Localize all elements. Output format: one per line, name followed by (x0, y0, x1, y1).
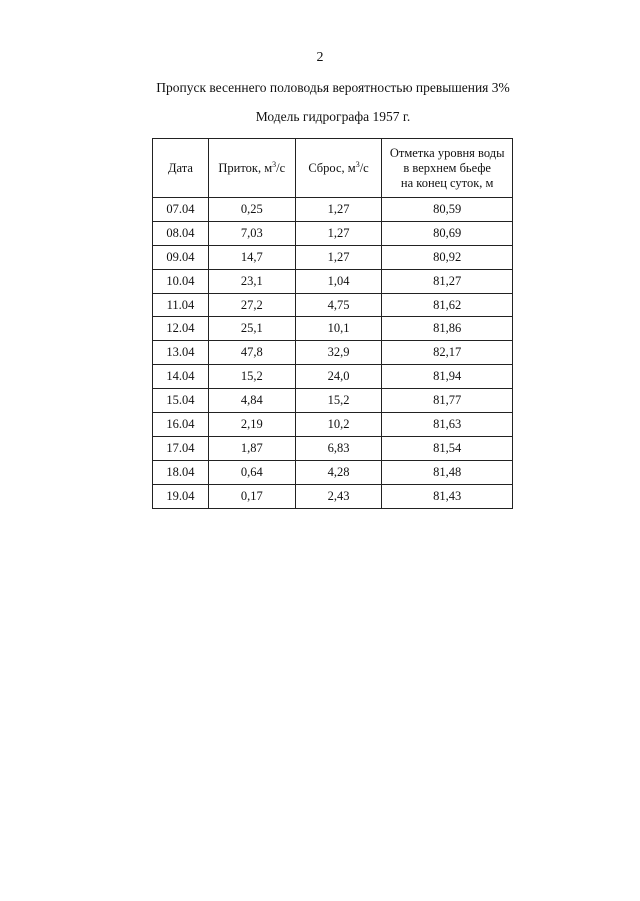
cell-water-level: 81,62 (382, 293, 513, 317)
page-number: 2 (316, 50, 324, 65)
table-row (153, 436, 513, 460)
table-row (153, 365, 513, 389)
table-row (153, 484, 513, 508)
cell-water-level: 81,77 (382, 389, 513, 413)
document-title: Пропуск весеннего половодья вероятностью превышения 3% (156, 80, 510, 95)
cell-inflow: 0,25 (208, 198, 295, 222)
table-row (153, 413, 513, 437)
cell-date: 19.04 (153, 484, 209, 508)
cell-discharge: 1,04 (295, 269, 382, 293)
cell-date: 14.04 (153, 365, 209, 389)
cell-water-level: 81,43 (382, 484, 513, 508)
table-row (153, 293, 513, 317)
cell-date: 07.04 (153, 198, 209, 222)
table-row (153, 341, 513, 365)
cell-discharge: 10,1 (295, 317, 382, 341)
cell-date: 13.04 (153, 341, 209, 365)
document-subtitle: Модель гидрографа 1957 г. (255, 109, 411, 124)
table-row (153, 389, 513, 413)
cell-water-level: 81,63 (382, 413, 513, 437)
cell-discharge: 6,83 (295, 436, 382, 460)
cell-date: 11.04 (153, 293, 209, 317)
table-row (153, 460, 513, 484)
cell-water-level: 80,92 (382, 245, 513, 269)
cell-inflow: 4,84 (208, 389, 295, 413)
cell-inflow: 2,19 (208, 413, 295, 437)
cell-inflow: 7,03 (208, 221, 295, 245)
cell-inflow: 15,2 (208, 365, 295, 389)
cell-water-level: 81,94 (382, 365, 513, 389)
cell-inflow: 1,87 (208, 436, 295, 460)
header-water-level: Отметка уровня воды в верхнем бьефе на конец суток, м (382, 139, 513, 198)
table-row (153, 317, 513, 341)
cell-date: 10.04 (153, 269, 209, 293)
cell-water-level: 81,54 (382, 436, 513, 460)
cell-date: 16.04 (153, 413, 209, 437)
table-body (153, 198, 513, 509)
header-inflow: Приток, $м^3/с$ (208, 139, 295, 198)
cell-discharge: 1,27 (295, 245, 382, 269)
cell-discharge: 2,43 (295, 484, 382, 508)
cell-date: 17.04 (153, 436, 209, 460)
hydrograph-table (152, 138, 513, 509)
cell-water-level: 81,48 (382, 460, 513, 484)
table-header-row (153, 139, 513, 198)
cell-inflow: 25,1 (208, 317, 295, 341)
cell-water-level: 82,17 (382, 341, 513, 365)
header-discharge: Сброс, $м^3/с$ (295, 139, 382, 198)
cell-inflow: 27,2 (208, 293, 295, 317)
cell-water-level: 80,69 (382, 221, 513, 245)
cell-inflow: 14,7 (208, 245, 295, 269)
table-row (153, 221, 513, 245)
cell-date: 12.04 (153, 317, 209, 341)
header-date: Дата (153, 139, 209, 198)
table-row (153, 269, 513, 293)
cell-date: 08.04 (153, 221, 209, 245)
cell-discharge: 4,28 (295, 460, 382, 484)
cell-date: 18.04 (153, 460, 209, 484)
cell-discharge: 1,27 (295, 221, 382, 245)
cell-date: 09.04 (153, 245, 209, 269)
cell-discharge: 4,75 (295, 293, 382, 317)
cell-inflow: 0,17 (208, 484, 295, 508)
cell-discharge: 10,2 (295, 413, 382, 437)
cell-date: 15.04 (153, 389, 209, 413)
table-row (153, 198, 513, 222)
cell-inflow: 0,64 (208, 460, 295, 484)
cell-water-level: 80,59 (382, 198, 513, 222)
cell-discharge: 15,2 (295, 389, 382, 413)
cell-water-level: 81,86 (382, 317, 513, 341)
cell-discharge: 24,0 (295, 365, 382, 389)
cell-discharge: 32,9 (295, 341, 382, 365)
cell-discharge: 1,27 (295, 198, 382, 222)
cell-inflow: 23,1 (208, 269, 295, 293)
cell-water-level: 81,27 (382, 269, 513, 293)
table-row (153, 245, 513, 269)
cell-inflow: 47,8 (208, 341, 295, 365)
